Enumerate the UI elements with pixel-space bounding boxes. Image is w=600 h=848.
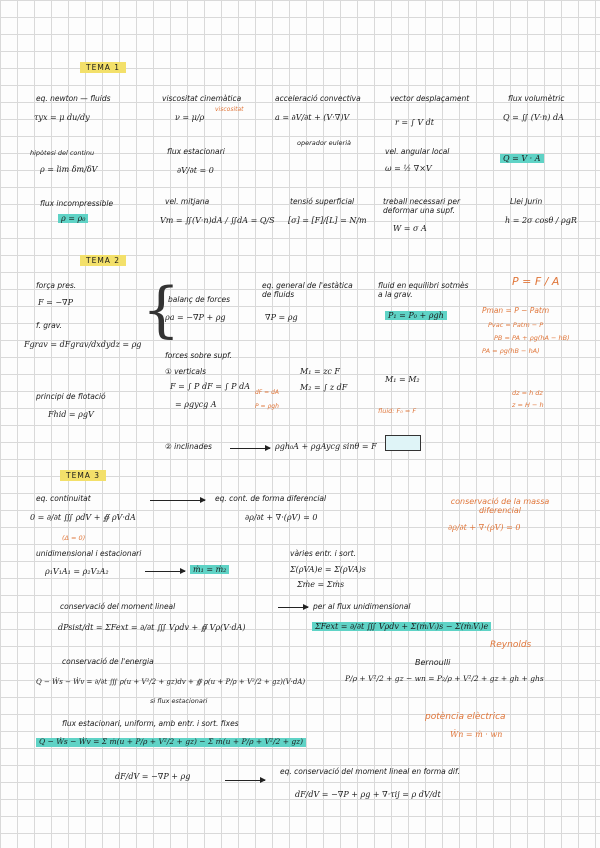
equilibrium-label: fluid en equilibri sotmès a la grav. <box>378 281 469 299</box>
diff-momentum-equation: dF/dV = −∇P + ρg + ∇·τij = ρ dV/dt <box>295 790 441 799</box>
tema-3-title: TEMA 3 <box>60 470 106 481</box>
jurin-label: Llei Jurin <box>510 197 543 206</box>
power-equation: Ẇn = ṁ · wn <box>450 730 503 739</box>
bernoulli-equation: P/ρ + V²/2 + gz − wn = P₂/ρ + V²/2 + gz + gh + ghs <box>345 674 544 683</box>
dfdv-equation: dF/dV = −∇P + ρg <box>115 772 191 781</box>
inclined-box <box>385 435 421 451</box>
mass-conservation-equation: ∂ρ/∂t + ∇·(ρV) = 0 <box>448 523 521 532</box>
moment-1: M₁ = zc F <box>300 367 340 376</box>
convective-equation: a = ∂V/∂t + (V·∇)V <box>275 113 350 122</box>
mass-conservation-label: conservació de la massa diferencial <box>450 497 550 516</box>
entries-equation-2: Σṁe = Σṁs <box>297 580 345 589</box>
entries-equation-1: Σ(ρVA)e = Σ(ρVA)s <box>290 565 366 574</box>
inclined-arrow <box>230 448 270 449</box>
momentum-label: conservació del moment lineal <box>60 602 176 611</box>
angular-label: vel. angular local <box>385 147 450 156</box>
jurin-equation: h = 2σ cosθ / ρgR <box>505 216 577 225</box>
momentum-equation: dPsist/dt = ΣFext = ∂/∂t ∭ Vρdv + ∯ Vρ(V·dA) <box>58 623 246 632</box>
convective-label: acceleració convectiva <box>275 94 361 103</box>
displacement-equation: r = ∫ V dt <box>395 118 434 127</box>
moment-2: M₂ = ∫ z dF <box>300 383 348 392</box>
steady-flux-label: flux estacionari, uniform, amb entr. i sort. fixes <box>62 719 239 728</box>
steady-equation: ∂V/∂t = 0 <box>177 166 214 175</box>
dfdv-arrow <box>225 780 265 781</box>
tema-1-title: TEMA 1 <box>80 62 126 73</box>
energy-equation: Q − Ẇs − Ẇv = ∂/∂t ∭ ρ(u + V²/2 + gz)dv + ∯ ρ(u + P/ρ + V²/2 + gz)(V·dA) <box>36 678 306 686</box>
pressure-vac: Pvac = Patm − P <box>488 321 544 329</box>
momentum-arrow <box>278 607 308 608</box>
incompressible-label: flux incompressible <box>40 199 114 208</box>
static-equation: ∇P = ρg <box>265 313 298 322</box>
pressure-b: PB = PA + ρg(hA − hB) <box>494 334 570 342</box>
brace-left: { <box>142 275 181 345</box>
angular-equation: ω = ½ ∇×V <box>385 164 432 173</box>
newton-equation: τyx = μ du/dy <box>34 113 90 122</box>
entries-label: vàries entr. i sort. <box>290 549 356 558</box>
buoyancy-label: principi de flotació <box>36 392 106 401</box>
momentum-unidim-equation: ΣFext = ∂/∂t ∭ Vρdv + Σ(ṁᵢVᵢ)s − Σ(ṁᵢVᵢ)e <box>312 622 491 631</box>
unidim-equation: ρ₁V₁A₁ = ρ₂V₂A₂ <box>45 567 109 576</box>
diff-continuity-label: eq. cont. de forma diferencial <box>215 494 327 503</box>
diff-continuity-equation: ∂ρ/∂t + ∇·(ρV) = 0 <box>245 513 318 522</box>
pressure-man: Pman = P − Patm <box>482 306 550 315</box>
surface-forces-label: forces sobre supf. <box>165 351 232 360</box>
fluid-label: fluid: F₀ = F <box>378 407 417 415</box>
continuity-arrow <box>150 500 205 501</box>
avg-velocity-equation: Vm = ∬(V·n)dA / ∬dA = Q/S <box>160 216 275 225</box>
unidim-label: unidimensional i estacionari <box>36 549 142 558</box>
vertical-equation-2: = ρgycg A <box>175 400 217 409</box>
vertical-label: ① verticals <box>165 367 206 376</box>
energy-label: conservació de l'energia <box>62 657 154 666</box>
balance-equation: ρa = −∇P + ρg <box>165 313 226 322</box>
pressure-force-equation: F = −∇P <box>38 298 74 307</box>
right-note-2: z = H − h <box>512 401 544 409</box>
pressure-definition: P = F / A <box>512 275 560 288</box>
continuity-equation: 0 = ∂/∂t ∭ ρdV + ∯ ρV·dA <box>30 513 136 522</box>
avg-velocity-label: vel. mitjana <box>165 197 210 206</box>
displacement-label: vector desplaçament <box>390 94 470 103</box>
flux-volumetric-label: flux volumètric <box>508 94 565 103</box>
steady-label: flux estacionari <box>167 147 225 156</box>
newton-label: eq. newton — fluids <box>36 94 111 103</box>
work-equation: W = σ A <box>393 224 427 233</box>
unidim-arrow <box>145 571 185 572</box>
inclined-equation: ρgh₀A + ρgAycg sinθ = F <box>275 442 377 451</box>
convective-note: operador eulerià <box>297 139 351 147</box>
continuum-equation: ρ = lim δm/δV <box>40 165 98 174</box>
equilibrium-highlight: P₁ = P₀ + ρgh <box>385 311 447 320</box>
viscosity-note: viscositat <box>215 106 244 113</box>
flux-volumetric-highlight: Q = V · A <box>500 154 544 163</box>
surface-tension-label: tensió superficial <box>290 197 355 206</box>
bernoulli-label: Bernoulli <box>415 658 451 667</box>
continuum-label: hipòtesi del continu <box>30 149 95 157</box>
right-note-1: dz = h dz <box>512 389 543 397</box>
inclined-label: ② inclinades <box>165 442 212 451</box>
moment-3: M₁ = M₂ <box>385 375 420 384</box>
gravity-equation: Fgrav = dFgrav/dxdydz = ρg <box>24 340 142 349</box>
unidim-highlight: ṁ₁ = ṁ₂ <box>190 565 229 574</box>
tema-2-title: TEMA 2 <box>80 255 126 266</box>
power-label: potència elèctrica <box>425 712 506 722</box>
work-label: treball necessari per deformar una supf. <box>383 197 461 215</box>
reynolds-label: Reynolds <box>490 640 532 650</box>
flux-volumetric-equation: Q = ∬ (V·n) dA <box>503 113 564 122</box>
viscosity-equation: ν = μ/ρ <box>175 113 205 122</box>
momentum-unidim-label: per al flux unidimensional <box>313 602 411 611</box>
static-label: eq. general de l'estàtica de fluids <box>262 281 353 299</box>
vertical-note-1: dF = dA <box>255 389 280 396</box>
steady-flux-equation: Q − Ẇs − Ẇv = Σ ṁ(u + P/ρ + V²/2 + gz) − Σ ṁ(u + P/ρ + V²/2 + gz) <box>36 738 306 747</box>
continuity-note: (Δ = 0) <box>62 534 86 542</box>
pressure-force-label: força pres. <box>36 281 77 290</box>
diff-momentum-label: eq. conservació del moment lineal en forma dif. <box>280 767 460 776</box>
continuity-label: eq. continuitat <box>36 494 91 503</box>
viscosity-label: viscositat cinemàtica <box>162 94 242 103</box>
surface-tension-equation: [σ] = [F]/[L] = N/m <box>288 216 367 225</box>
vertical-note-2: P = ρgh <box>255 403 279 410</box>
energy-note: si flux estacionari <box>150 697 208 705</box>
pressure-b2: PA = ρg(hB − hA) <box>482 347 540 355</box>
vertical-equation: F = ∫ P dF = ∫ P dA <box>170 382 250 391</box>
buoyancy-equation: Fhid = ρgV <box>48 410 94 419</box>
balance-label: balanç de forces <box>168 295 231 304</box>
incompressible-highlight: ρ = ρ₀ <box>58 214 88 223</box>
gravity-label: f. grav. <box>36 321 62 330</box>
